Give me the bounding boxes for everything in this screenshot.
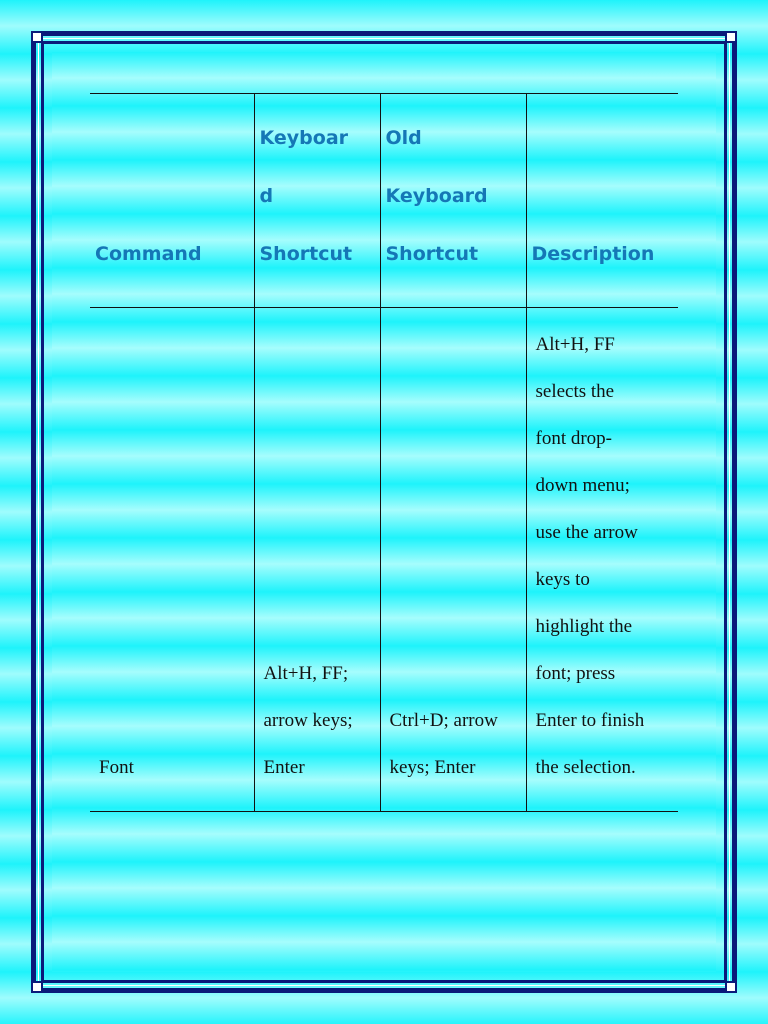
cell-keyboard-shortcut-text: Alt+H, FF; arrow keys; Enter — [263, 663, 353, 778]
header-old-keyboard-shortcut — [380, 94, 526, 308]
header-keyboard-shortcut — [254, 94, 380, 308]
cell-keyboard-shortcut — [254, 308, 380, 812]
table-row — [90, 308, 678, 812]
header-description-label: Description — [531, 243, 655, 265]
table-header-row — [90, 94, 678, 308]
corner-ornament-top-right — [725, 31, 737, 43]
header-command-label: Command — [95, 243, 202, 265]
header-command — [90, 94, 254, 308]
header-old-keyboard-shortcut-label: Old Keyboard Shortcut — [385, 127, 488, 265]
corner-ornament-top-left — [31, 31, 43, 43]
header-description — [526, 94, 678, 308]
cell-command — [90, 308, 254, 812]
cell-old-keyboard-shortcut-text: Ctrl+D; arrow keys; Enter — [389, 710, 498, 778]
cell-old-keyboard-shortcut — [380, 308, 526, 812]
header-keyboard-shortcut-label: Keyboar d Shortcut — [259, 127, 353, 265]
corner-ornament-bottom-right — [725, 981, 737, 993]
corner-ornament-bottom-left — [31, 981, 43, 993]
cell-command-text: Font — [99, 757, 134, 778]
cell-description-text: Alt+H, FF selects the font drop- down menu; use the arrow keys to highlight the font; press Enter to finish the selection. — [535, 334, 645, 778]
shortcut-table — [90, 93, 678, 812]
cell-description — [526, 308, 678, 812]
